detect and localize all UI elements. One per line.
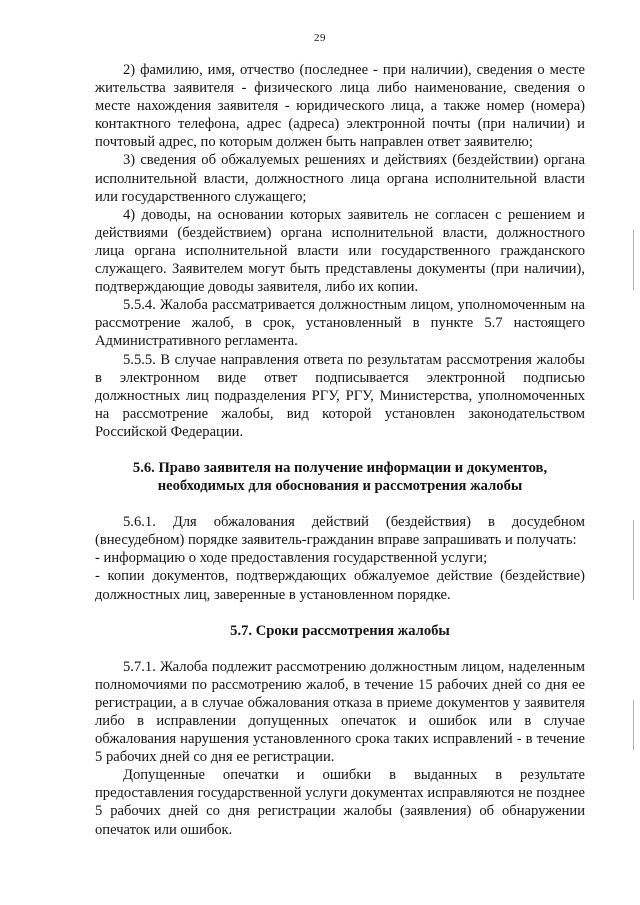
paragraph-5-5-5: 5.5.5. В случае направления ответа по результатам рассмотрения жалобы в электронном виде ответ подписывается электронной подписью должностных лиц подразделения РГУ, РГУ, Министерства, уполномоченных на рассмотрение жалобы, вид которой установлен законодательством Российской Федерации. [95,351,585,440]
list-item-document-copies: - копии документов, подтверждающих обжалуемое действие (бездействие) должностных лиц, заверенные в установленном порядке. [95,568,585,603]
spacer [95,604,585,622]
section-5-6-heading-line2: необходимых для обоснования и рассмотрения жалобы [157,478,523,495]
paragraph-item-3: 3) сведения об обжалуемых решениях и действиях (бездействии) органа исполнительной власти, должностного лица органа исполнительной власти или государственного служащего; [95,152,585,205]
scan-edge-mark [633,700,634,750]
paragraph-item-2: 2) фамилию, имя, отчество (последнее - при наличии), сведения о месте жительства заявителя - физического лица либо наименование, сведения о месте нахождения заявителя - юридического лица, а также номер (номера) контактного телефона, адрес (адреса) электронной почты (при наличии) и почтовый адрес, по которым должен быть направлен ответ заявителю; [95,62,585,151]
paragraph-5-5-4: 5.5.4. Жалоба рассматривается должностным лицом, уполномоченным на рассмотрение жалоб, в срок, установленный в пункте 5.7 настоящего Административного регламента. [95,297,585,350]
paragraph-item-4: 4) доводы, на основании которых заявитель не согласен с решением и действиями (бездействием) органа исполнительной власти, должностного лица органа исполнительной власти или государственного гражданского служащего. Заявителем могут быть представлены документы (при наличии), подтверждающие доводы заявителя, либо их копии. [95,206,585,296]
paragraph-typos-correction: Допущенные опечатки и ошибки в выданных в результате предоставления государственной услуги документах исправляются не позднее 5 рабочих дней со дня регистрации жалобы (заявления) об обнаружении опечаток или ошибок. [95,767,585,838]
list-item-information: - информацию о ходе предоставления государственной услуги; [95,550,488,567]
scan-edge-mark [633,520,634,600]
section-5-6-heading-line1: 5.6. Право заявителя на получение информации и документов, [132,459,548,476]
paragraph-5-7-1: 5.7.1. Жалоба подлежит рассмотрению должностным лицом, наделенным полномочиями по рассмотрению жалоб, в течение 15 рабочих дней со дня ее регистрации, а в случае обжалования отказа в приеме документов у заявителя либо в исправлении допущенных опечаток и ошибок или в случае обжалования нарушения установленного срока таких исправлений - в течение 5 рабочих дней со дня ее регистрации. [95,658,585,766]
section-5-7-heading: 5.7. Сроки рассмотрения жалобы [230,622,450,639]
document-body [95,61,585,839]
spacer [95,495,585,513]
spacer [95,441,585,459]
scan-edge-mark [633,230,634,290]
spacer [95,640,585,658]
page-number: 29 [314,32,326,44]
paragraph-5-6-1: 5.6.1. Для обжалования действий (бездействия) в досудебном (внесудебном) порядке заявитель-гражданин вправе запрашивать и получать: [95,514,585,549]
